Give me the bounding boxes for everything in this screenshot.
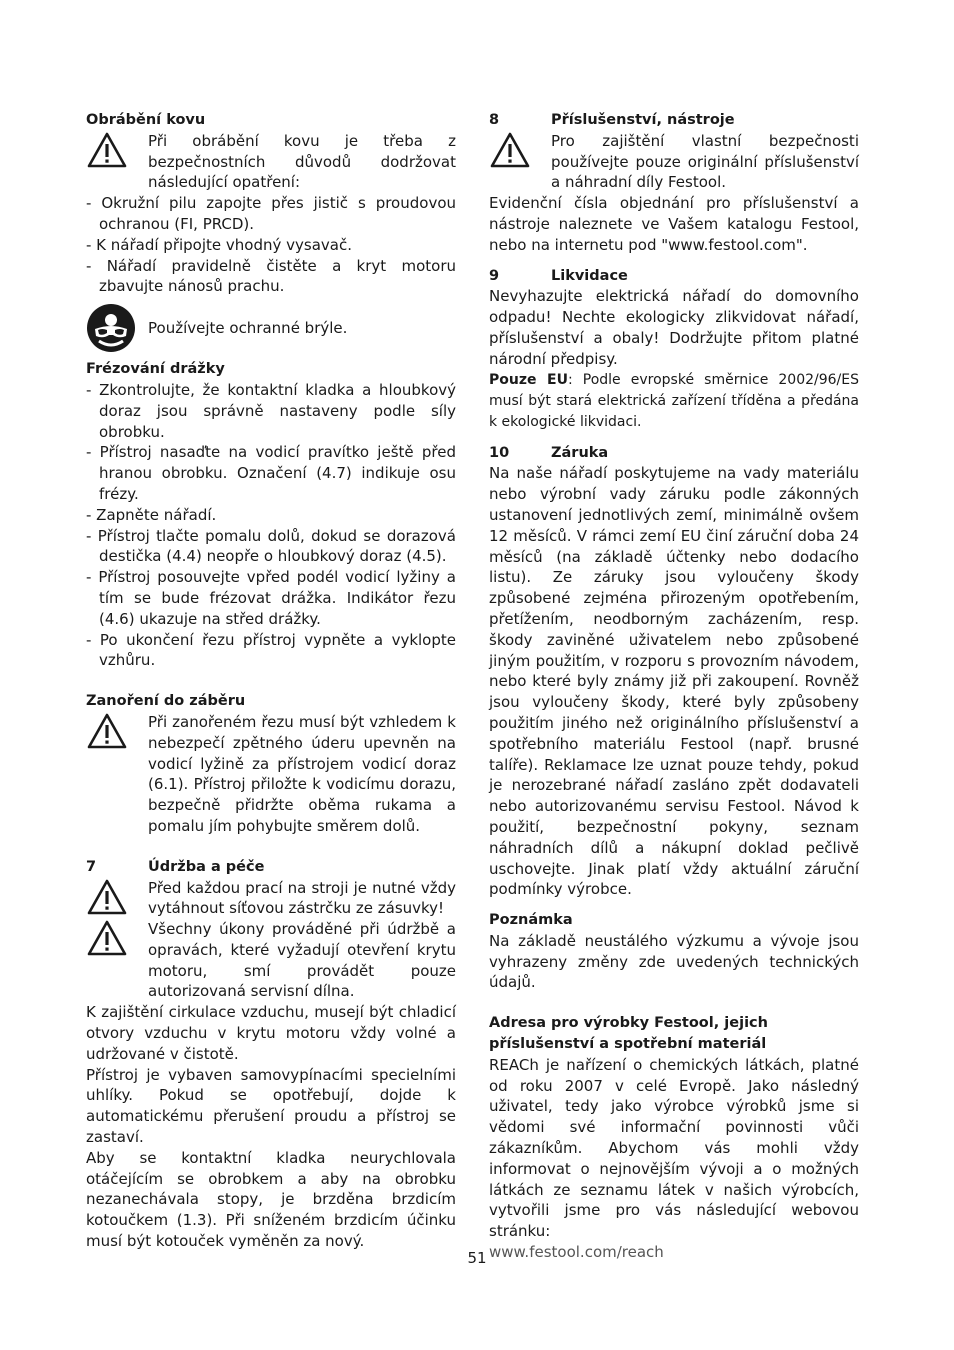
glasses-notice: [86, 303, 456, 353]
plunge-warning: [86, 712, 456, 837]
maintenance-warning-text: Všechny úkony prováděné při údržbě a opravách, které vyžadují otevření krytu motoru, smí provádět pouze autorizovaná servisní dílna.: [148, 920, 456, 1001]
list-item: - Okružní pilu zapojte přes jistič s proudovou ochranou (FI, PRCD).: [86, 194, 456, 233]
section-title-text: Likvidace: [551, 267, 628, 284]
warning-icon: [86, 131, 148, 193]
section-number: 8: [489, 112, 500, 128]
eu-notice: [489, 370, 859, 433]
paragraph: Na základě neustálého výzkumu a vývoje jsou vyhrazeny změny zde uvedených technických údajů.: [489, 931, 859, 992]
maintenance-warning-2: [86, 919, 456, 1002]
section-title-text: Údržba a péče: [148, 858, 265, 875]
maintenance-warning-1: [86, 878, 456, 920]
list-item: - Po ukončení řezu přístroj vypněte a vyklopte vzhůru.: [86, 630, 456, 670]
left-column: [86, 110, 456, 1252]
list-item: - Zkontrolujte, že kontaktní kladka a hloubkový doraz jsou správně nastaveny podle síly obrobku.: [86, 380, 456, 441]
page-number: 51: [467, 1249, 487, 1267]
section-title-reach: Adresa pro výrobky Festool, jejich příslušenství a spotřební materiál: [489, 1015, 768, 1053]
list-item: - Přístroj nasaďte na vodicí pravítko ještě před hranou obrobku. Označení (4.7) indikuje osu frézy.: [86, 443, 456, 503]
metal-warning: [86, 131, 456, 193]
safety-glasses-icon: [86, 303, 148, 353]
glasses-text: Používejte ochranné brýle.: [148, 318, 348, 337]
paragraph: K zajištění cirkulace vzduchu, musejí být chladicí otvory vzduchu v krytu motoru vždy volné a udržované v čistotě.: [86, 1003, 456, 1063]
section-number: 7: [86, 858, 97, 875]
paragraph: Nevyhazujte elektrická nářadí do domovního odpadu! Nechte ekologicky zlikvidovat nářadí, příslušenství a obaly! Dodržujte přitom platné národní předpisy.: [489, 287, 859, 368]
accessories-warning-text: Pro zajištění vlastní bezpečnosti používejte pouze originální příslušenství a náhradní díly Festool.: [551, 131, 859, 192]
maintenance-warning-text: Před každou prací na stroji je nutné vždy vytáhnout síťovou zástrčku ze zásuvky!: [148, 878, 456, 918]
warning-icon: [489, 131, 551, 193]
list-item: - Přístroj tlačte pomalu dolů, dokud se dorazová destička (4.4) neopře o hloubkový doraz (4.5).: [86, 526, 456, 566]
section-number: 9: [489, 267, 500, 284]
section-title-disposal: [489, 266, 859, 287]
list-item: - Přístroj posouvejte vpřed podél vodicí lyžiny a tím se bude frézovat drážka. Indikátor řezu (4.6) ukazuje na střed drážky.: [86, 568, 456, 628]
eu-label: Pouze EU: [489, 371, 568, 388]
metal-warning-text: Při obrábění kovu je třeba z bezpečnostních důvodů dodržovat následující opatření:: [148, 131, 456, 192]
list-item: - Zapněte nářadí.: [86, 505, 217, 524]
section-title-groove: Frézování drážky: [86, 361, 225, 378]
section-title-note: Poznámka: [489, 912, 573, 929]
accessories-warning: [489, 131, 859, 193]
paragraph: Na naše nářadí poskytujeme na vady materiálu nebo výrobní vady záruku podle zákonných ustanovení jednotlivých zemí, minimálně ovšem 12 měsíců. V rámci zemí EU činí záruční doba 24 měsíců (na základě účtenky nebo dodacího listu). Ze záruky jsou vyloučeny škody způsobené zejména přirozeným opotřebením, přetížením, neodborným zacházením, resp. škody zaviněné uživatelem nebo způsobené jiným použitím, v rozporu s provozním návodem, nebo které byly známy již při zakoupení. Rovněž jsou vyloučeny škody, které byly způsobeny použitím jiného než originálního příslušenství a spotřebního materiálu Festool (např. brusné talíře). Reklamace lze uznat pouze tehdy, pokud je nerozebrané nářadí zasláno zpět dodavateli nebo autorizovanému servisu Festool. Návod k použití, bezpečnostní pokyny, seznam náhradních dílů a nákupní doklad pečlivě uschovejte. Jinak platí vždy aktuální záruční podmínky výrobce.: [489, 464, 859, 899]
section-title-text: Záruka: [551, 444, 609, 461]
section-title-metal: Obrábění kovu: [86, 112, 206, 128]
section-title-accessories: [489, 110, 859, 131]
section-title-warranty: [489, 443, 859, 464]
reach-link[interactable]: www.festool.com/reach: [489, 1243, 664, 1262]
section-number: 10: [489, 444, 510, 461]
warning-icon: [86, 919, 148, 1002]
paragraph: Evidenční čísla objednání pro příslušenství a nástroje naleznete ve Vašem katalogu Festool, nebo na internetu pod "www.festool.com".: [489, 194, 859, 254]
paragraph: REACh je nařízení o chemických látkách, platné od roku 2007 v celé Evropě. Jako následný uživatel, tedy jako výrobce výrobků jsme si vědomi své informační povinnosti vůči zákazníkům. Abychom vás mohli vždy informovat o nejnovějším vývoji a o možných látkách ze seznamu látek v našich výrobcích, vytvořili jsme pro vás následující webovou stránku:: [489, 1055, 859, 1241]
list-item: - Nářadí pravidelně čistěte a kryt motoru zbavujte nánosů prachu.: [86, 256, 456, 296]
warning-icon: [86, 878, 148, 920]
section-title-maintenance: [86, 857, 456, 878]
section-title-plunge: Zanoření do záběru: [86, 693, 246, 710]
list-item: - K nářadí připojte vhodný vysavač.: [86, 235, 352, 254]
eu-text: : Podle evropské směrnice 2002/96/ES musí být stará elektrická zařízení tříděna a předána k ekologické likvidaci.: [489, 371, 860, 430]
paragraph: Přístroj je vybaven samovypínacími specielními uhlíky. Pokud se opotřebují, dojde k automatickému přerušení proudu a přístroj se zastaví.: [86, 1065, 456, 1147]
warning-icon: [86, 712, 148, 837]
paragraph: Aby se kontaktní kladka neurychlovala otáčejícím se obrobkem a aby na obrobku nezanechávala stopy, je brzděna brzdicím kotoučkem (1.3). Při sníženém brzdicím účinku musí být kotouček vyměněn za nový.: [86, 1148, 456, 1251]
section-title-text: Příslušenství, nástroje: [551, 112, 735, 128]
plunge-warning-text: Při zanořeném řezu musí být vzhledem k nebezpečí zpětného úderu upevněn na vodicí lyžině za přístrojem vodicí doraz (6.1). Přístroj přiložte k vodicímu dorazu, bezpečně přidržte oběma rukama a pomalu jím pohybujte směrem dolů.: [148, 712, 456, 835]
right-column: [489, 110, 859, 1263]
